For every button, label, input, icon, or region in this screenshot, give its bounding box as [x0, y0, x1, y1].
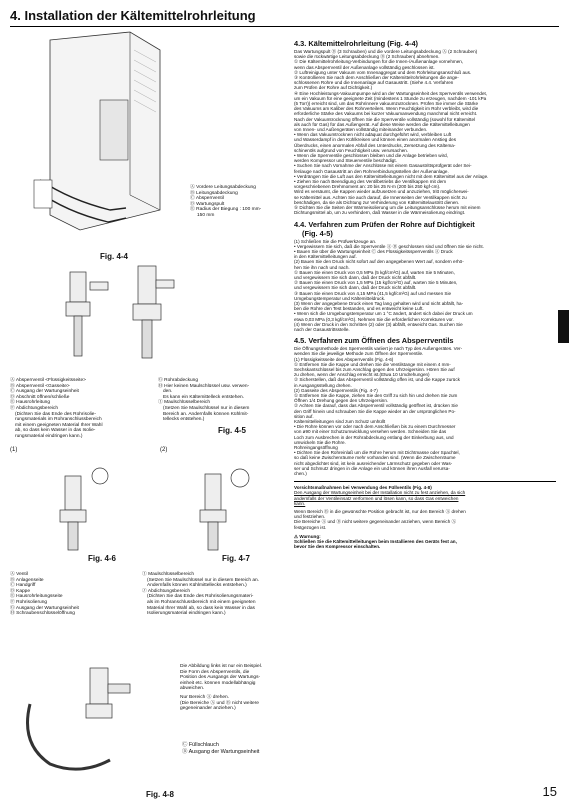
fig-4-5-label: Fig. 4-5 [218, 426, 247, 435]
text-line: Überdrucks, einen anormalen Abfall des Unterdrucks, Zersetzung des Kältema- [294, 142, 456, 148]
legend-item: Ⓒ Füllschlauch [182, 742, 219, 748]
text-line: und Wasserdampf in den Kühlkreisen und können einen anormalen Anstieg des [294, 137, 456, 143]
text-line: schlossenen Rohre und die Innenanlage auf Gasaustritt. (Siehe 4.4. Verfahren [294, 80, 454, 86]
text-line: und festziehen. [294, 514, 326, 520]
text-line: in den Kältemittelleitungen auf. [294, 254, 357, 260]
text-line: und vergewissern Sie sich dann, daß der Druck nicht abfällt. [294, 274, 417, 280]
text-line: werden Kompressor und Steuerventile beschädigt. [294, 158, 397, 164]
section-4-3-title: 4.3. Kältemittelrohrleitung (Fig. 4-4) [294, 39, 419, 48]
text-line: hen Sie ihn nach und nach. [294, 264, 350, 270]
fig-4-4 [30, 30, 288, 262]
section-4-4-title: 4.4. Verfahren zum Prüfen der Rohre auf Dichtigkeit [294, 219, 475, 229]
legend-item: Ⓑ Leitungsabdeckung [190, 190, 238, 196]
text-line: nach der Gasaustrittsstelle. [294, 326, 350, 332]
text-line: ④ Eine Hochleistungs-Vakuumpumpe wird an der Wartungseinheit des Sperrventils verwendet, [294, 90, 488, 96]
section-4-4-title-fig: (Fig. 4-5) [302, 228, 333, 238]
fig-4-7-label: Fig. 4-7 [222, 554, 251, 563]
legend-item: (Dichten Sie das Ende des Rohrisolierungsmateri- [147, 594, 254, 600]
text-line: • Wenn das Vakuumtrocknen nicht adäquat durchgeführt wird, verbleiben Luft [294, 132, 452, 138]
note-line: (Die Bereiche Ⓐ und Ⓑ nicht weitere [180, 700, 259, 706]
legend-item: Andernfalls können Kühlmittellecks entstehen.) [147, 583, 247, 589]
fig-4-5-legend-right [158, 378, 249, 423]
text-line: fenlauge nach Gasaustritt an den Rohrverbindungsstellen der Außenanlage. [294, 168, 449, 174]
text-line: etwa 0,03 MPa (0,3 kgf/cm²G). Nehmen Sie die erforderlichen Korrekturen vor. [294, 316, 454, 322]
page-title: 4. Installation der Kältemittelrohrleitung [10, 8, 256, 23]
fig-4-6-label: Fig. 4-6 [88, 554, 117, 563]
text-line: • Dichten Sie den Rohreinlaß um die Rohre herum mit Dichtmasse oder Spachtel, [294, 450, 460, 456]
text-line: ⑤ Dichten Sie die Seiten der Wärmeisolierung um die Leitungsanschlüsse herum mit einem [294, 205, 481, 211]
text-line: Wenn Bereich Ⓑ in die gewünschte Position gebracht ist, nur den Bereich Ⓐ drehen [294, 509, 466, 515]
legend-item: (Setzen Sie Maulschlüssel nur in diesem Bereich an. [147, 577, 259, 583]
page-number: 15 [542, 784, 557, 799]
text-line: ③ Kontrollieren Sie nach dem Anschließen der Kältemittelrohrleitungen die ange- [294, 75, 459, 81]
text-line: in Ausgangsstellung drehen. [294, 382, 352, 388]
text-line: um ein Vakuum für eine geeignete Zeit (mindestens 1 Stunde zu erzeugen, nachdem -101 kPa [294, 95, 487, 101]
legend-item: Ⓙ Abdichtungsbereich [142, 588, 190, 594]
text-line: Die Öffnungsmethode des Sperrventils variiert je nach Typ des Außengerätes. Ver- [294, 346, 463, 352]
legend-item: Ⓓ Kappe [10, 588, 31, 594]
legend-item: Ⓔ Hausrohrleitung [10, 400, 50, 406]
text-line: (1) Flüssigkeitsseite des Absperrventils (Fig. 4-6) [294, 356, 394, 362]
legend-item: Ⓐ Vordere Leitungsabdeckung [190, 185, 256, 190]
text-line: Dichtungsmittel ab, um zu verhindern, daß Wasser in die Wärmeisolierung eindringt. [294, 210, 466, 216]
divider [294, 481, 556, 482]
warning-label: Warnung: [299, 533, 321, 539]
text-line: ① Entfernen Sie die Kappe, ziehen Sie den Griff zu sich hin und drehen Sie zum [294, 392, 458, 398]
text-line: des Vakuums am Kaliber des Rohrverteilers. Wenn Feuchtigkeit im Rohr verbleibt, wird die [294, 106, 479, 112]
legend-item: 150 mm [197, 212, 215, 218]
text-line: Sechskantschlüssel bis zum Anschlag gegen den Uhrzeigersinn. Hören Sie auf [294, 366, 455, 372]
legend-item: Ⓒ Ausgang der Wartungseinheit [10, 389, 79, 395]
legend-item: Ⓓ Wartungspult [190, 201, 225, 207]
text-line: ② Achten Sie darauf, dass das Absperrventil vollständig geöffnet ist, drücken Sie [294, 403, 458, 409]
text-line: • Verdrängen Sie die Luft aus den Kältemittelleitungen nicht mit dem Kältemittel aus der Anlage. [294, 173, 489, 179]
fig-4-7-legend [142, 572, 259, 617]
legend-item: Ⓓ Abschnitt öffnen/schließe [10, 394, 70, 400]
precautions-body [294, 509, 556, 530]
text-line: (1) Schließen Sie die Prüfwerkzeuge an. [294, 238, 377, 244]
text-line: wenden Sie die jeweilige Methode zum Öffnen der Sperrventile. [294, 351, 424, 357]
legend-item: Ⓘ Maulschlüsselbereich [158, 400, 210, 406]
text-line: zum Prüfen der Rohre auf Dichtigkeit.) [294, 85, 373, 91]
note-line: Die Form des Absperrventils, die [180, 669, 250, 675]
fig-4-6-number: (1) [10, 447, 18, 453]
legend-item: Ⓐ Absperrventil <Flüssigkeitsseite> [10, 378, 86, 383]
text-line: erforderliche Stärke des Vakuums bei kurzer Vakuumanwendung manchmal nicht erreicht. [294, 111, 478, 117]
legend-item: Ⓓ Ausgang der Wartungseinheit [182, 748, 260, 755]
text-line: Öffnen 1/4 Drehung gegen den Uhrzeigersinn. [294, 398, 389, 404]
fig-4-6-legend [10, 572, 79, 617]
text-line: kann. [294, 500, 306, 506]
text-line: Schließen Sie die Kältemittelleitungen beim Installieren des Geräts fest an, [294, 539, 457, 545]
warning-block [294, 534, 556, 550]
fig-4-5-legend-left [10, 378, 155, 440]
text-line: Die Bereiche Ⓐ und Ⓑ nicht weitere gegeneinander anziehen, wenn Bereich Ⓐ [294, 519, 457, 525]
fig-4-8-notes [180, 664, 262, 712]
text-line: wenn das Absperrventil der Außenanlage vollständig geschlossen ist. [294, 64, 435, 70]
legend-item: Material Ihrer Wahl ab, so dass kein Wasser in das [147, 605, 255, 611]
text-line: beschädigen, da sie als Dichtung zur Verhinderung von Kältemittelaustritt dienen. [294, 199, 460, 205]
text-line: sition auf. [294, 413, 314, 419]
text-line: ser und Schmutz dringen in die Anlage ein und können ihren Ausfall verursa- [294, 465, 450, 471]
text-line: • Ziehen Sie nach Beendigung des Ventilbetriebs die Ventilkappen mit dem [294, 179, 447, 185]
legend-item: Es kann ein Kältemittelleck entstehen. [163, 394, 245, 400]
text-line: • Wenn sich die Umgebungstemperatur um 1 °C ändert, ändert sich dabei der Druck um [294, 311, 473, 317]
figures-column [10, 30, 288, 800]
legend-item: rungsmaterials im Rohranschlussbereich [15, 417, 102, 423]
fig-4-5 [10, 252, 288, 439]
legend-item: den. [163, 389, 173, 395]
fig-4-8-legend [182, 742, 259, 755]
legend-item: als im Rohranschlussbereich mit einem geeigneten [147, 599, 256, 605]
note-line: einheit etc. können modellabhängig [180, 680, 256, 686]
text-line: den Griff hinein und schrauben Sie die Kappe wieder an der ursprünglichen Po- [294, 408, 456, 414]
text-line: festgezogen ist. [294, 524, 327, 530]
text-line: ② Sicherstellen, daß das Absperrventil vollständig offen ist, und die Kappe zurück [294, 377, 460, 383]
legend-item: Ⓑ Anlagenseite [10, 577, 44, 583]
text-line: andernfalls der Ventileinsatz verformen und lösen kann, so dass Gas entweichen [294, 495, 459, 501]
legend-item: Ⓔ Radius der Biegung : 100 mm- [190, 207, 262, 213]
legend-item: rungsmaterial eindringen kann.) [15, 433, 83, 439]
warning-triangle-icon: ⚠ [294, 533, 299, 539]
legend-item: Ⓕ Abdichtungsbereich [10, 405, 58, 411]
fig-4-4-label: Fig. 4-4 [100, 252, 129, 261]
text-line: ② Bauen Sie einen Druck von 1,5 MPa (15 kgf/cm²G) auf, warten Sie 5 Minuten, [294, 280, 458, 286]
charge-valve-drawing [10, 664, 160, 780]
text-line: von ø90 mit einer Schutzumwicklung versehen werden. Schneiden Sie das [294, 429, 447, 435]
text-line: Umgebungstemperatur und Kältemitteldruck. [294, 295, 386, 301]
text-line: • Die Rohre können vor oder nach dem Anschließen bis zu einem Durchmesser [294, 424, 456, 430]
text-line: (4) Wenn der Druck in den Schritten (2) oder (3) abfällt, entweicht Gas. Suchen Sie [294, 321, 463, 327]
text-line: vorgeschriebenen Drehmoment an: 20 bis 25 N·m (200 bis 250 kgf·cm). [294, 184, 441, 190]
text-line: ① Entfernen Sie die Kappe und drehen Sie die Ventilstange mit einem 4 mm- [294, 361, 451, 367]
legend-item: Ⓐ Ventil [10, 572, 28, 577]
legend-item: ab, so dass kein Wasser in das Isolie- [15, 428, 96, 434]
section-4-5-title: 4.5. Verfahren zum Öffnen des Absperrventils [294, 336, 454, 346]
section-4-5-body [294, 346, 556, 476]
text-line: Rohreingangsöffnung [294, 445, 338, 451]
text-line: ② Luftreinigung unter Vakuum vom Innenaggregat und dem Rohrleitungsanschluß aus. [294, 69, 472, 75]
text-line: chen.) [294, 471, 307, 477]
text-line: Das Wartungspult Ⓓ (3 Schrauben) und die vordere Leitungsabdeckung Ⓐ (2 Schrauben) [294, 49, 478, 54]
text-line: Den Ausgang der Wartungseinheit bei der Installation nicht zu fest anziehen, da sich [294, 490, 466, 496]
text-line: Wird es versäumt, die Kappen wieder aufzusetzen und anzuziehen, tritt möglicherwei- [294, 189, 469, 195]
text-line: (5 Torr)) erreicht sind, um das Rohrinnere vakuumzutrocknen. Prüfen Sie immer die Stärke [294, 101, 478, 107]
legend-item: (Dichten Sie das Ende des Rohrisolie- [15, 411, 97, 417]
text-line: Kältemittelleitungen sind zum Schutz umhüllt [294, 419, 386, 424]
precautions-title: Vorsichtsmaßnahmen bei Verwendung des Füllventils (Fig. 4-8) [294, 485, 432, 491]
legend-item: Ⓒ Handgriff [10, 583, 36, 589]
text-line: (2) Bauen Sie den Druck nicht sofort auf den angegebenen Wert auf, sondern erhö- [294, 259, 464, 265]
legend-item: Ⓔ Hausrohrleitungsseite [10, 594, 63, 600]
text-line: (3) Wenn der angegebene Druck einen Tag lang gehalten wird und nicht abfällt, ha- [294, 300, 464, 306]
legend-item: Ⓕ Rohrisolierung [10, 599, 48, 605]
text-line: ③ Bauen Sie einen Druck von 4,15 MPa (41,5 kgf/cm²G) auf und messen Sie [294, 290, 452, 296]
text-line: ben die Rohre den Test bestanden, und es entweicht keine Luft. [294, 306, 424, 312]
section-4-4-body [294, 239, 556, 333]
fig-4-4-legend [190, 185, 261, 219]
legend-item: Bereich an. Andernfalls können Kühlmit- [163, 411, 249, 417]
text-line: Nach der Vakuumtrocknung öffnen Sie die Sperrventile vollständig (sowohl für Kältemittel [294, 116, 476, 122]
shutoff-valves-drawing [30, 252, 230, 362]
note-line: Nur Bereich Ⓐ drehen. [180, 694, 230, 700]
note-line: Die Abbildung links ist nur ein Beispiel. [180, 664, 263, 669]
precautions-underlined [294, 490, 556, 506]
text-line: von Innen- und Außengeräten vollständig miteinander verbunden. [294, 127, 428, 133]
text-line: als auch für Gas) für das Außengerät. Auf diese Weise werden die Kältemittelleitungen [294, 121, 470, 127]
legend-item: Ⓗ Schraubenschlüsselöffnung [10, 611, 75, 617]
legend-item: Ⓗ Hier keinen Maulschlüssel usw. verwen- [158, 383, 250, 389]
fig-4-6-4-7 [10, 448, 288, 638]
text-line: zu drehen, wenn der Anschlag erreicht ist.(Etwa 10 Umdrehungen) [294, 372, 430, 378]
text-line: nicht abgedichtet sind, ist kein ausreichender Lärmschutz gegeben oder Was- [294, 460, 453, 466]
text-line: bevor Sie den Kompressor einschalten. [294, 544, 381, 550]
legend-item: tellecks entstehen.) [163, 417, 205, 423]
warning-body [294, 539, 556, 549]
note-line: abweichen. [180, 686, 205, 692]
text-line: (2) Gasseite des Absperrventils (Fig. 4-7) [294, 387, 378, 393]
section-tab-marker [558, 310, 569, 343]
fig-4-7-number: (2) [160, 447, 168, 453]
legend-item: Ⓒ Absperrventil [190, 196, 224, 202]
text-line: • Wenn die Sperrventile geschlossen bleiben und die Anlage betrieben wird, [294, 153, 448, 159]
outdoor-unit-drawing [30, 30, 170, 250]
text-line: • Suchen Sie nach Vornahme der Anschlüsse mit einem Gasaustrittsprüfgerät oder Sei- [294, 163, 472, 169]
text-line: • Bauen Sie über die Wartungseinheit Ⓒ des Flüssigkeitssperrventils Ⓐ Druck [294, 248, 453, 254]
legend-item: Ⓖ Ausgang der Wartungseinheit [10, 605, 79, 611]
text-line: se Kältemittel aus. Achten Sie auch darauf, die Innenseiten der Ventilkappen nicht zu [294, 194, 467, 200]
section-4-3-body [294, 49, 556, 216]
legend-item: (Setzen Sie Maulschlüssel nur in diesem [163, 405, 250, 411]
text-line: schinenöls aufgrund von Feuchtigkeit usw. verursachen. [294, 147, 409, 153]
fig-4-8 [10, 664, 288, 800]
note-line: Position des Ausgangs der Wartungs- [180, 675, 261, 681]
text-line: sowie die rückwärtige Leitungsabdeckung Ⓑ (2 Schrauben) abnehmen. [294, 54, 440, 60]
text-line: ① Die Kältemittelrohrleitung-Verbindungen für die Innen-/Außenanlage vornehmen, [294, 59, 464, 65]
text-line: und vergewissern Sie sich dann, daß der Druck nicht abfällt. [294, 285, 417, 291]
page-header [10, 8, 559, 27]
legend-item: Ⓖ Rohrabdeckung [158, 378, 198, 383]
valve-opening-drawings [10, 456, 288, 552]
legend-item: Ⓘ Maulschlüsselbereich [142, 572, 194, 577]
legend-item: Ⓑ Absperrventil <Gasseite> [10, 383, 70, 389]
legend-item: Isolierungsmaterial eindringen kann.) [147, 611, 226, 617]
text-column [294, 40, 556, 549]
text-line: Loch zum Ausbrechen in der Rohrabdeckung entlang der Einkerbung aus, und [294, 434, 454, 440]
text-line: umwickeln Sie die Rohre. [294, 439, 346, 445]
text-line: ① Bauen Sie einen Druck von 0,5 MPa (5 kgf/cm²G) auf, warten Sie 5 Minuten, [294, 269, 455, 275]
text-line: • Vergewissern Sie sich, daß die Sperrventile Ⓐ Ⓑ geschlossen sind und öffnen Sie sie nicht. [294, 243, 484, 249]
legend-item: mit einem geeigneten Material Ihrer Wahl [15, 422, 103, 428]
fig-4-8-label: Fig. 4-8 [146, 790, 175, 799]
note-line: gegeneinander anziehen.) [180, 706, 236, 712]
text-line: so daß keine Zwischenräume mehr vorhanden sind. (Wenn die Zwischenräume [294, 455, 456, 461]
